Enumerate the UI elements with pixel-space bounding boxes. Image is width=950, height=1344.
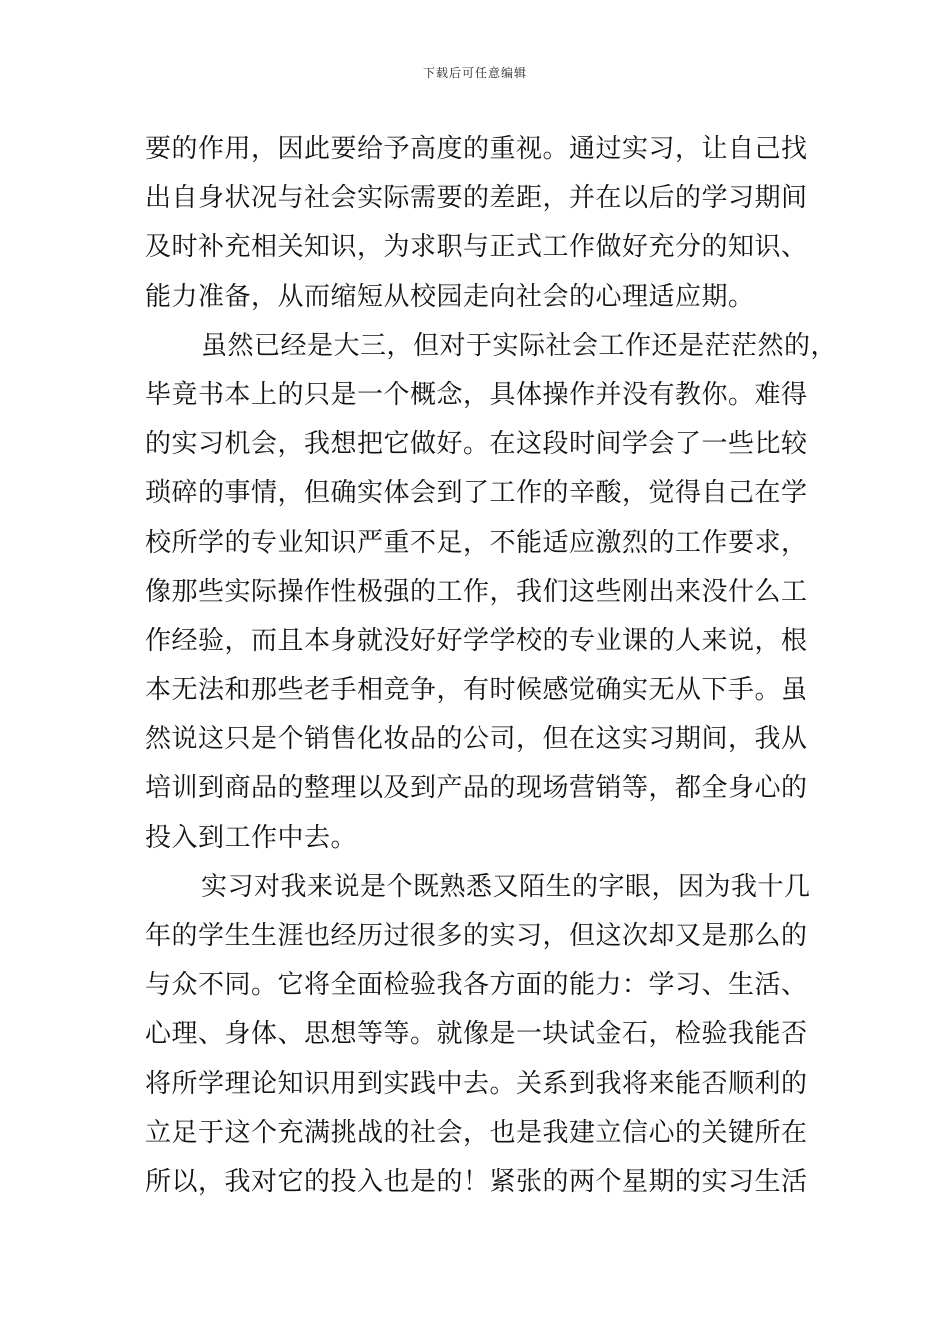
- text-line: 的实习机会，我想把它做好。在这段时间学会了一些比较: [145, 429, 808, 460]
- text-line: 年的学生生涯也经历过很多的实习，但这次却又是那么的: [145, 921, 808, 951]
- text-line: 所以，我对它的投入也是的！紧张的两个星期的实习生活: [145, 1166, 808, 1197]
- text-line: 能力准备，从而缩短从校园走向社会的心理适应期。: [145, 281, 755, 312]
- text-line: 投入到工作中去。: [145, 822, 358, 853]
- text-line: 本无法和那些老手相竞争，有时候感觉确实无从下手。虽: [145, 675, 808, 706]
- text-line: 琐碎的事情，但确实体会到了工作的辛酸，觉得自己在学: [145, 478, 808, 509]
- text-line: 然说这只是个销售化妆品的公司，但在这实习期间，我从: [145, 724, 808, 755]
- paragraph-start-line: 虽然已经是大三，但对于实际社会工作还是茫茫然的，: [201, 330, 838, 361]
- text-line: 作经验，而且本身就没好好学学校的专业课的人来说，根: [145, 625, 808, 656]
- text-line: 像那些实际操作性极强的工作，我们这些刚出来没什么工: [145, 576, 808, 607]
- text-line: 校所学的专业知识严重不足，不能适应激烈的工作要求，: [145, 527, 808, 558]
- text-line: 培训到商品的整理以及到产品的现场营销等，都全身心的: [145, 773, 808, 804]
- text-line: 毕竟书本上的只是一个概念，具体操作并没有教你。难得: [145, 379, 808, 410]
- text-line: 心理、身体、思想等等。就像是一块试金石，检验我能否: [145, 1019, 808, 1050]
- text-line: 将所学理论知识用到实践中去。关系到我将来能否顺利的: [145, 1068, 808, 1099]
- document-body: [145, 125, 838, 1207]
- text-line: 出自身状况与社会实际需要的差距，并在以后的学习期间: [145, 183, 808, 214]
- text-line: 要的作用，因此要给予高度的重视。通过实习，让自己找: [145, 134, 808, 164]
- text-line: 立足于这个充满挑战的社会，也是我建立信心的关键所在: [145, 1117, 808, 1148]
- paragraph-start-line: 实习对我来说是个既熟悉又陌生的字眼，因为我十几: [201, 871, 811, 902]
- text-line: 及时补充相关知识，为求职与正式工作做好充分的知识、: [145, 232, 808, 263]
- text-line: 与众不同。它将全面检验我各方面的能力：学习、生活、: [145, 970, 808, 1001]
- page-header: 下载后可任意编辑: [422, 66, 527, 80]
